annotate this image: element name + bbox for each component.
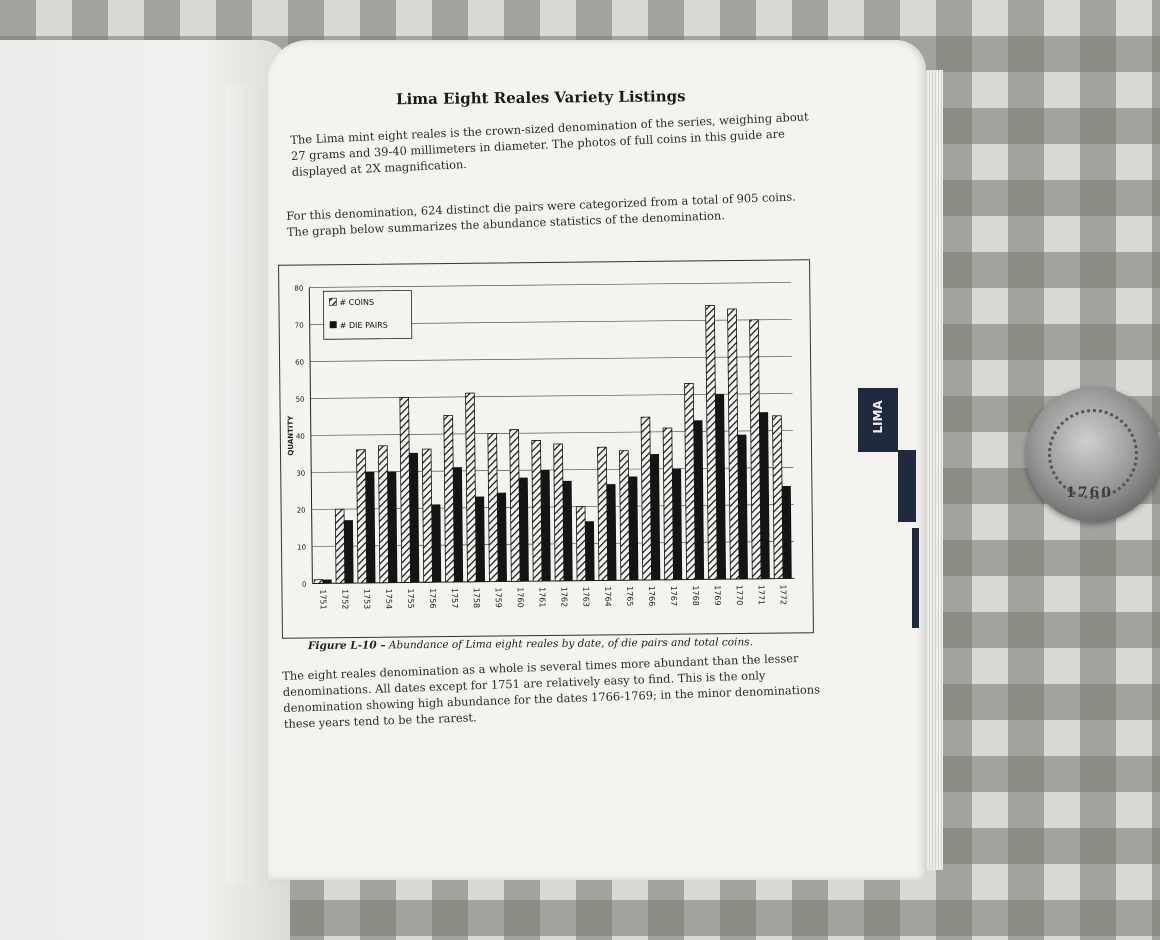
stats-paragraph: For this denomination, 624 distinct die pairs were categorized from a total of 905 coins. The graph below summarizes the abundance statistics of the denomination. xyxy=(286,189,796,239)
bar-die-pairs xyxy=(738,435,748,579)
caption-label: Figure L-10 – xyxy=(307,639,386,653)
bar-coins xyxy=(488,434,498,582)
bar-coins xyxy=(663,428,673,580)
bar-die-pairs xyxy=(650,454,660,580)
x-tick-label: 1756 xyxy=(427,588,438,609)
x-tick-label: 1771 xyxy=(756,584,766,606)
gridline xyxy=(310,356,792,361)
bar-coins xyxy=(641,417,651,580)
x-tick-label: 1753 xyxy=(362,588,372,610)
y-axis-label: QUANTITY xyxy=(286,415,296,456)
bar-coins xyxy=(335,509,345,583)
right-book-page xyxy=(268,40,926,880)
bar-coins xyxy=(466,393,477,582)
bar-coins xyxy=(750,320,761,579)
silver-coin xyxy=(1026,387,1160,522)
x-tick-label: 1751 xyxy=(318,589,328,610)
x-tick-label: 1767 xyxy=(668,585,679,607)
bar-die-pairs xyxy=(541,470,551,581)
abundance-chart xyxy=(278,259,814,639)
legend-label-die-pairs: # DIE PAIRS xyxy=(339,320,388,331)
bar-coins xyxy=(357,450,367,583)
y-tick-label: 50 xyxy=(295,395,305,404)
x-tick-label: 1757 xyxy=(449,587,460,609)
bar-die-pairs xyxy=(519,478,529,582)
bar-die-pairs xyxy=(453,467,463,582)
bar-die-pairs xyxy=(344,520,353,583)
bar-die-pairs xyxy=(475,497,485,582)
bar-coins xyxy=(444,415,455,582)
bar-coins xyxy=(378,446,388,583)
section-tab-marker-thin xyxy=(912,528,919,628)
x-tick-label: 1760 xyxy=(515,587,525,608)
y-tick-label: 60 xyxy=(295,358,305,367)
page-title: Lima Eight Reales Variety Listings xyxy=(395,87,686,109)
bar-die-pairs xyxy=(387,472,397,583)
x-tick-label: 1764 xyxy=(603,586,613,607)
figure-caption xyxy=(308,636,788,652)
x-tick-label: 1759 xyxy=(493,587,503,608)
caption-text: Abundance of Lima eight reales by date, of die pairs and total coins. xyxy=(385,636,753,652)
bar-die-pairs xyxy=(409,453,419,583)
bar-coins xyxy=(532,440,542,581)
bar-die-pairs xyxy=(672,469,682,580)
bar-coins xyxy=(773,416,783,579)
x-tick-label: 1762 xyxy=(559,586,569,608)
bar-die-pairs xyxy=(585,521,594,580)
x-tick-label: 1772 xyxy=(778,584,788,605)
bar-coins xyxy=(706,305,718,579)
chart-canvas xyxy=(279,260,813,638)
legend-label-coins: # COINS xyxy=(339,297,375,308)
bar-coins xyxy=(314,580,323,584)
legend-swatch-die-pairs xyxy=(330,321,337,328)
legend-swatch-coins xyxy=(329,298,336,305)
lima-section-tab xyxy=(858,388,898,452)
y-tick-label: 10 xyxy=(297,543,307,552)
x-tick-label: 1766 xyxy=(647,585,657,607)
bar-die-pairs xyxy=(432,504,442,582)
y-tick-label: 80 xyxy=(294,284,304,293)
section-tab-marker xyxy=(898,450,916,522)
x-tick-label: 1761 xyxy=(537,587,547,608)
gridline xyxy=(309,282,791,287)
bar-coins xyxy=(554,444,564,581)
bar-coins xyxy=(685,383,696,579)
y-tick-label: 0 xyxy=(301,580,307,589)
bar-coins xyxy=(576,507,586,581)
bar-coins xyxy=(728,309,740,579)
y-tick-label: 70 xyxy=(294,321,304,330)
bar-die-pairs xyxy=(497,493,507,582)
intro-paragraph: The Lima mint eight reales is the crown-sized denomination of the series, weighing about 27 grams and 39-40 millimeters in diameter. The photos of full coins in this guide are displayed at 2X magnification. xyxy=(290,109,809,179)
bar-die-pairs xyxy=(694,420,704,579)
bar-die-pairs xyxy=(323,580,332,584)
coin-date: 1760 xyxy=(1066,485,1113,501)
x-tick-label: 1769 xyxy=(712,585,722,606)
bar-die-pairs xyxy=(366,472,376,583)
x-tick-label: 1768 xyxy=(690,585,701,606)
bar-die-pairs xyxy=(629,476,639,580)
y-tick-label: 30 xyxy=(296,469,306,478)
bar-coins xyxy=(510,430,520,582)
bar-die-pairs xyxy=(759,412,770,579)
bar-coins xyxy=(620,451,630,581)
x-tick-label: 1758 xyxy=(471,587,481,609)
bar-die-pairs xyxy=(782,486,792,579)
lima-tab-label: LIMA xyxy=(871,400,885,434)
y-tick-label: 40 xyxy=(295,432,305,441)
conclusion-paragraph: The eight reales denomination as a whole is several times more abundant than the lesser denominations. All dates except for 1751 are relatively easy to find. This is the only denomination showing high abundance for the dates 1766-1769; in the minor denominations these years tend to be the rarest. xyxy=(282,650,821,731)
x-tick-label: 1765 xyxy=(625,586,635,607)
x-tick-label: 1754 xyxy=(384,588,394,610)
bar-coins xyxy=(400,397,411,582)
bar-die-pairs xyxy=(563,481,573,581)
bar-coins xyxy=(598,447,608,580)
x-tick-label: 1770 xyxy=(734,584,744,606)
x-tick-label: 1755 xyxy=(406,588,416,609)
x-tick-label: 1752 xyxy=(340,589,350,610)
bar-coins xyxy=(422,449,432,582)
y-tick-label: 20 xyxy=(296,506,306,515)
x-tick-label: 1763 xyxy=(581,586,591,607)
bar-die-pairs xyxy=(607,484,617,580)
